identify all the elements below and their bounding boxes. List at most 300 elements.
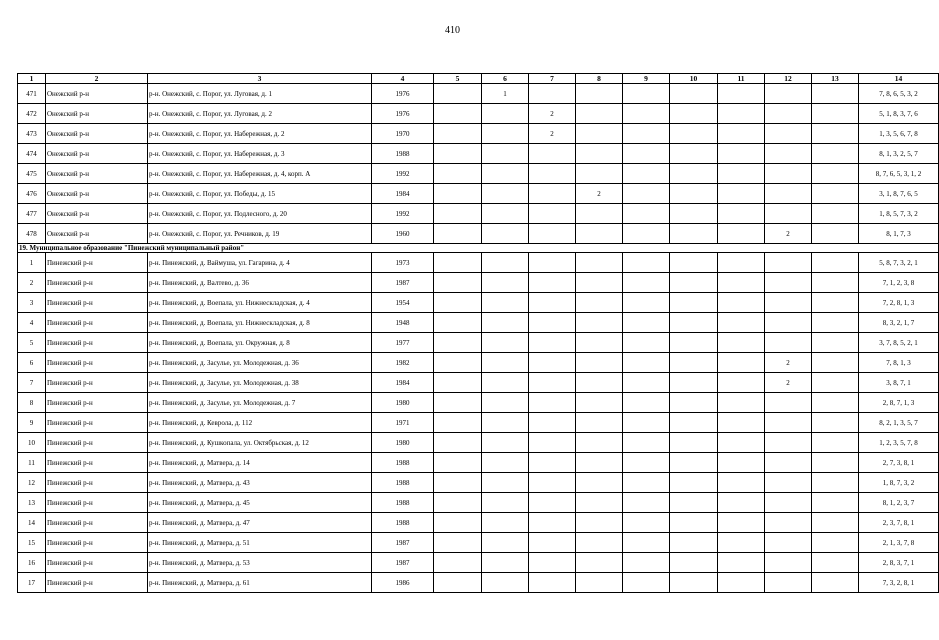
table-cell: [812, 553, 859, 573]
table-cell: 1960: [372, 224, 434, 244]
table-cell: [482, 224, 529, 244]
table-cell: 2: [18, 273, 46, 293]
table-cell: р-н. Пинежский, д. Валтево, д. 36: [148, 273, 372, 293]
table-cell: [482, 164, 529, 184]
table-cell: 2: [765, 353, 812, 373]
table-cell: 471: [18, 84, 46, 104]
table-cell: [434, 184, 482, 204]
table-cell: 7, 8, 1, 3: [859, 353, 939, 373]
table-cell: [623, 453, 670, 473]
table-cell: 8, 1, 2, 3, 7: [859, 493, 939, 513]
table-cell: 1984: [372, 184, 434, 204]
table-cell: Пинежский р-н: [46, 433, 148, 453]
column-header: 4: [372, 74, 434, 84]
table-cell: 17: [18, 573, 46, 593]
table-cell: р-н. Пинежский, д. Матвера, д. 45: [148, 493, 372, 513]
column-header: 5: [434, 74, 482, 84]
table-cell: 2, 1, 3, 7, 8: [859, 533, 939, 553]
table-cell: [482, 433, 529, 453]
table-cell: Пинежский р-н: [46, 393, 148, 413]
column-header: 10: [670, 74, 718, 84]
table-cell: [529, 433, 576, 453]
table-cell: 478: [18, 224, 46, 244]
table-cell: [812, 413, 859, 433]
table-cell: [765, 124, 812, 144]
table-cell: [576, 513, 623, 533]
table-cell: [670, 573, 718, 593]
table-cell: 1971: [372, 413, 434, 433]
table-cell: [623, 273, 670, 293]
table-cell: [576, 393, 623, 413]
table-cell: [718, 313, 765, 333]
table-cell: [529, 184, 576, 204]
table-row: [18, 333, 939, 353]
table-cell: [529, 293, 576, 313]
table-cell: [670, 513, 718, 533]
table-cell: 2, 3, 7, 8, 1: [859, 513, 939, 533]
table-cell: Онежский р-н: [46, 124, 148, 144]
table-cell: [765, 293, 812, 313]
table-cell: [718, 224, 765, 244]
table-cell: [670, 144, 718, 164]
table-cell: р-н. Онежский, с. Порог, ул. Набережная, д. 4, корп. А: [148, 164, 372, 184]
table-cell: 1954: [372, 293, 434, 313]
table-cell: 1976: [372, 104, 434, 124]
table-cell: [812, 184, 859, 204]
table-cell: [529, 453, 576, 473]
table-cell: [623, 373, 670, 393]
table-cell: р-н. Пинежский, д. Воепала, ул. Окружная, д. 8: [148, 333, 372, 353]
table-cell: [434, 293, 482, 313]
table-cell: [576, 413, 623, 433]
table-cell: Пинежский р-н: [46, 273, 148, 293]
table-cell: [765, 393, 812, 413]
table-cell: 1, 2, 3, 5, 7, 8: [859, 433, 939, 453]
table-cell: [434, 313, 482, 333]
table-cell: [718, 453, 765, 473]
column-header: 2: [46, 74, 148, 84]
table-cell: [623, 473, 670, 493]
table-cell: [812, 104, 859, 124]
table-cell: [482, 453, 529, 473]
table-cell: [434, 204, 482, 224]
table-cell: [718, 253, 765, 273]
table-cell: 1, 8, 5, 7, 3, 2: [859, 204, 939, 224]
table-cell: 1988: [372, 453, 434, 473]
table-cell: [765, 104, 812, 124]
table-cell: [812, 393, 859, 413]
table-cell: [482, 273, 529, 293]
table-cell: [434, 353, 482, 373]
table-cell: 1986: [372, 573, 434, 593]
table-cell: 474: [18, 144, 46, 164]
table-cell: Онежский р-н: [46, 224, 148, 244]
table-cell: Пинежский р-н: [46, 333, 148, 353]
table-cell: 3, 1, 8, 7, 6, 5: [859, 184, 939, 204]
table-cell: 7, 2, 8, 1, 3: [859, 293, 939, 313]
housing-register-table: [17, 73, 939, 593]
table-cell: [718, 273, 765, 293]
table-cell: р-н. Пинежский, д. Матвера, д. 53: [148, 553, 372, 573]
table-cell: [576, 533, 623, 553]
table-row: [18, 473, 939, 493]
table-cell: 1988: [372, 144, 434, 164]
table-cell: 8: [18, 393, 46, 413]
table-cell: [576, 353, 623, 373]
table-cell: р-н. Онежский, с. Порог, ул. Набережная, д. 3: [148, 144, 372, 164]
table-cell: [529, 573, 576, 593]
table-cell: [765, 273, 812, 293]
column-header: 14: [859, 74, 939, 84]
table-cell: 15: [18, 533, 46, 553]
table-cell: [718, 553, 765, 573]
table-cell: Пинежский р-н: [46, 493, 148, 513]
table-cell: [623, 553, 670, 573]
table-cell: Пинежский р-н: [46, 453, 148, 473]
table-cell: [482, 184, 529, 204]
table-cell: [765, 513, 812, 533]
table-cell: [482, 313, 529, 333]
table-cell: [623, 293, 670, 313]
table-cell: р-н. Пинежский, д. Матвера, д. 43: [148, 473, 372, 493]
table-cell: 2: [765, 373, 812, 393]
table-cell: 3: [18, 293, 46, 313]
table-cell: [623, 204, 670, 224]
table-cell: р-н. Пинежский, д. Кушкопала, ул. Октябрьская, д. 12: [148, 433, 372, 453]
table-cell: [529, 513, 576, 533]
table-cell: 2: [765, 224, 812, 244]
table-row: [18, 124, 939, 144]
table-cell: Пинежский р-н: [46, 253, 148, 273]
table-cell: [434, 473, 482, 493]
table-cell: [482, 573, 529, 593]
table-row: [18, 144, 939, 164]
table-cell: 1: [18, 253, 46, 273]
table-cell: [670, 553, 718, 573]
table-cell: [482, 413, 529, 433]
table-cell: [434, 453, 482, 473]
table-cell: [529, 393, 576, 413]
section-title: 19. Муниципальное образование "Пинежский муниципальный район": [18, 244, 939, 253]
table-cell: [434, 373, 482, 393]
table-row: [18, 573, 939, 593]
table-row: [18, 204, 939, 224]
table-cell: [765, 473, 812, 493]
table-row: [18, 224, 939, 244]
table-cell: р-н. Онежский, с. Порог, ул. Луговая, д. 2: [148, 104, 372, 124]
table-cell: 1988: [372, 473, 434, 493]
table-cell: [623, 144, 670, 164]
table-cell: [765, 253, 812, 273]
table-cell: [670, 124, 718, 144]
table-cell: [765, 144, 812, 164]
table-cell: [718, 373, 765, 393]
table-cell: [434, 413, 482, 433]
table-cell: [670, 253, 718, 273]
table-cell: р-н. Пинежский, д. Воепала, ул. Нижнескладская, д. 8: [148, 313, 372, 333]
table-cell: 1987: [372, 273, 434, 293]
table-cell: Онежский р-н: [46, 84, 148, 104]
table-cell: [623, 253, 670, 273]
table-cell: [434, 433, 482, 453]
table-cell: [576, 573, 623, 593]
table-cell: [812, 493, 859, 513]
table-cell: [529, 253, 576, 273]
table-cell: 1984: [372, 373, 434, 393]
column-header: 8: [576, 74, 623, 84]
table-cell: [670, 293, 718, 313]
table-cell: [670, 493, 718, 513]
table-cell: 1, 8, 7, 3, 2: [859, 473, 939, 493]
table-cell: [576, 224, 623, 244]
table-cell: 2: [529, 104, 576, 124]
table-row: [18, 493, 939, 513]
table-cell: 1, 3, 5, 6, 7, 8: [859, 124, 939, 144]
table-cell: 1973: [372, 253, 434, 273]
column-header: 12: [765, 74, 812, 84]
table-cell: р-н. Пинежский, д. Засулье, ул. Молодежная, д. 38: [148, 373, 372, 393]
table-cell: [482, 293, 529, 313]
table-cell: [482, 553, 529, 573]
table-cell: [482, 533, 529, 553]
table-cell: [812, 473, 859, 493]
table-cell: р-н. Пинежский, д. Засулье, ул. Молодежная, д. 36: [148, 353, 372, 373]
table-cell: [434, 104, 482, 124]
table-cell: р-н. Онежский, с. Порог, ул. Речников, д. 19: [148, 224, 372, 244]
table-cell: [670, 333, 718, 353]
table-cell: 3, 7, 8, 5, 2, 1: [859, 333, 939, 353]
table-cell: [670, 533, 718, 553]
table-row: [18, 104, 939, 124]
table-cell: [576, 373, 623, 393]
table-cell: 477: [18, 204, 46, 224]
table-cell: Онежский р-н: [46, 104, 148, 124]
table-cell: [812, 573, 859, 593]
table-row: [18, 373, 939, 393]
table-cell: 8, 3, 2, 1, 7: [859, 313, 939, 333]
table-cell: р-н. Пинежский, д. Матвера, д. 61: [148, 573, 372, 593]
table-cell: 473: [18, 124, 46, 144]
table-cell: 1992: [372, 164, 434, 184]
table-cell: 14: [18, 513, 46, 533]
table-cell: [670, 104, 718, 124]
table-cell: [529, 553, 576, 573]
table-cell: [623, 104, 670, 124]
table-cell: 1992: [372, 204, 434, 224]
table-cell: [576, 293, 623, 313]
table-cell: [812, 204, 859, 224]
table-cell: [576, 144, 623, 164]
table-cell: [576, 84, 623, 104]
table-row: [18, 164, 939, 184]
table-cell: [765, 573, 812, 593]
table-cell: [529, 333, 576, 353]
table-cell: 2, 7, 3, 8, 1: [859, 453, 939, 473]
table-cell: 1977: [372, 333, 434, 353]
table-row: [18, 184, 939, 204]
table-cell: [434, 164, 482, 184]
column-header: 7: [529, 74, 576, 84]
table-cell: [765, 413, 812, 433]
table-cell: [670, 413, 718, 433]
table-cell: 1987: [372, 553, 434, 573]
table-cell: [434, 393, 482, 413]
table-cell: [765, 433, 812, 453]
table-cell: [765, 184, 812, 204]
table-cell: [670, 353, 718, 373]
table-cell: р-н. Пинежский, д. Матвера, д. 47: [148, 513, 372, 533]
table-cell: 1982: [372, 353, 434, 373]
table-cell: 13: [18, 493, 46, 513]
table-cell: [434, 533, 482, 553]
table-cell: 1976: [372, 84, 434, 104]
table-row: [18, 553, 939, 573]
table-cell: [718, 104, 765, 124]
table-cell: [623, 393, 670, 413]
table-cell: [623, 333, 670, 353]
table-cell: р-н. Пинежский, д. Ваймуша, ул. Гагарина, д. 4: [148, 253, 372, 273]
table-cell: [812, 293, 859, 313]
table-cell: [718, 184, 765, 204]
table-row: [18, 513, 939, 533]
table-cell: 1970: [372, 124, 434, 144]
table-cell: [529, 353, 576, 373]
table-cell: [434, 224, 482, 244]
table-cell: [529, 313, 576, 333]
table-cell: [670, 84, 718, 104]
table-cell: [576, 273, 623, 293]
table-cell: 7, 1, 2, 3, 8: [859, 273, 939, 293]
table-cell: [812, 273, 859, 293]
table-cell: [718, 413, 765, 433]
table-cell: [670, 164, 718, 184]
table-cell: [812, 144, 859, 164]
table-cell: [670, 393, 718, 413]
table-cell: 2: [529, 124, 576, 144]
table-cell: р-н. Онежский, с. Порог, ул. Набережная, д. 2: [148, 124, 372, 144]
table-cell: 16: [18, 553, 46, 573]
column-header: 6: [482, 74, 529, 84]
table-row: [18, 453, 939, 473]
table-cell: [576, 104, 623, 124]
table-cell: [529, 224, 576, 244]
table-cell: [812, 333, 859, 353]
table-cell: [812, 373, 859, 393]
page-number: 410: [445, 25, 460, 36]
table-cell: [670, 453, 718, 473]
table-cell: [576, 553, 623, 573]
table-cell: [529, 273, 576, 293]
table-cell: 2: [576, 184, 623, 204]
table-cell: [718, 433, 765, 453]
table-cell: [576, 204, 623, 224]
table-cell: [765, 313, 812, 333]
table-cell: 7, 3, 2, 8, 1: [859, 573, 939, 593]
table-cell: 5, 8, 7, 3, 2, 1: [859, 253, 939, 273]
table-cell: 11: [18, 453, 46, 473]
table-cell: [529, 164, 576, 184]
table-cell: [765, 453, 812, 473]
table-cell: Пинежский р-н: [46, 473, 148, 493]
table-cell: [812, 533, 859, 553]
table-cell: р-н. Пинежский, д. Матвера, д. 14: [148, 453, 372, 473]
table-cell: [765, 164, 812, 184]
table-cell: Пинежский р-н: [46, 573, 148, 593]
table-row: [18, 413, 939, 433]
table-cell: Пинежский р-н: [46, 293, 148, 313]
table-cell: [623, 433, 670, 453]
table-cell: 8, 7, 6, 5, 3, 1, 2: [859, 164, 939, 184]
table-cell: [529, 84, 576, 104]
table-cell: [812, 253, 859, 273]
table-cell: [812, 164, 859, 184]
section-row: [18, 244, 939, 253]
table-cell: [482, 124, 529, 144]
table-row: [18, 273, 939, 293]
table-cell: 10: [18, 433, 46, 453]
table-cell: [718, 333, 765, 353]
table-cell: [529, 413, 576, 433]
table-cell: [434, 553, 482, 573]
table-cell: Онежский р-н: [46, 204, 148, 224]
table-cell: р-н. Пинежский, д. Засулье, ул. Молодежная, д. 7: [148, 393, 372, 413]
table-cell: [623, 573, 670, 593]
table-cell: [576, 493, 623, 513]
table-cell: [434, 273, 482, 293]
table-cell: [482, 353, 529, 373]
table-cell: [482, 144, 529, 164]
table-cell: [718, 473, 765, 493]
table-cell: [718, 144, 765, 164]
table-cell: [576, 313, 623, 333]
table-cell: [812, 313, 859, 333]
table-cell: Онежский р-н: [46, 184, 148, 204]
table-cell: [529, 373, 576, 393]
table-cell: р-н. Пинежский, д. Матвера, д. 51: [148, 533, 372, 553]
table-cell: Пинежский р-н: [46, 373, 148, 393]
table-cell: 1: [482, 84, 529, 104]
table-cell: [670, 473, 718, 493]
table-cell: 476: [18, 184, 46, 204]
table-cell: [623, 84, 670, 104]
column-header: 11: [718, 74, 765, 84]
table-cell: 3, 8, 7, 1: [859, 373, 939, 393]
table-cell: [482, 473, 529, 493]
table-cell: [576, 333, 623, 353]
table-cell: [529, 473, 576, 493]
table-cell: Пинежский р-н: [46, 553, 148, 573]
table-cell: [482, 104, 529, 124]
table-cell: Пинежский р-н: [46, 353, 148, 373]
table-cell: [765, 204, 812, 224]
table-cell: 12: [18, 473, 46, 493]
table-cell: [482, 373, 529, 393]
table-cell: [670, 204, 718, 224]
header-row: [18, 74, 939, 84]
table-cell: 475: [18, 164, 46, 184]
table-cell: 1948: [372, 313, 434, 333]
table-row: [18, 293, 939, 313]
table-cell: 8, 1, 7, 3: [859, 224, 939, 244]
table-cell: 5, 1, 8, 3, 7, 6: [859, 104, 939, 124]
table-cell: [765, 533, 812, 553]
table-cell: Пинежский р-н: [46, 513, 148, 533]
table-cell: 1988: [372, 493, 434, 513]
table-cell: 1987: [372, 533, 434, 553]
table-cell: [718, 533, 765, 553]
table-cell: [576, 453, 623, 473]
column-header: 1: [18, 74, 46, 84]
